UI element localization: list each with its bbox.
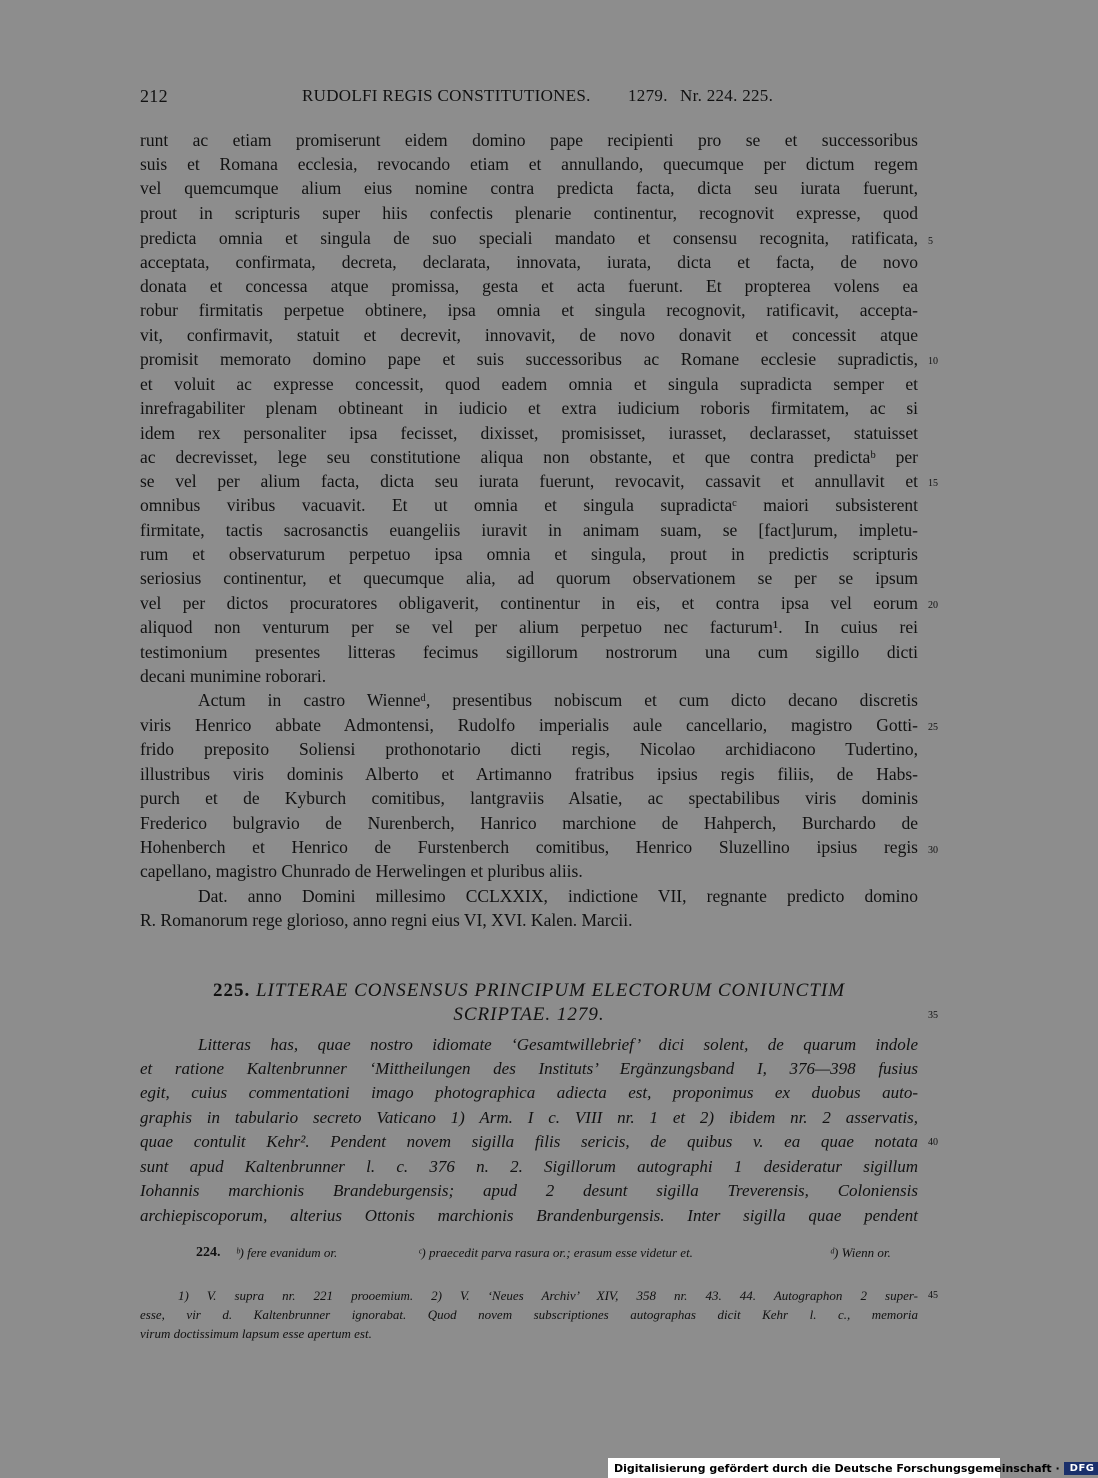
text-line: frido preposito Soliensi prothonotario dicti regis, Nicolao archidiacono Tudertino,	[140, 739, 918, 759]
text-line: acceptata, confirmata, decreta, declarata, innovata, iurata, dicta et facta, de novo	[140, 252, 918, 272]
text-line: testimonium presentes litteras fecimus sigillorum nostrorum una cum sigillo dicti	[140, 642, 918, 662]
intro-line: egit, cuius commentationi imago photographica adiecta est, proponimus ex duobus auto-	[140, 1083, 918, 1102]
text-line: purch et de Kyburch comitibus, lantgraviis Alsatie, ac spectabilibus viris dominis	[140, 788, 918, 808]
line-number: 20	[928, 600, 938, 611]
text-line: predicta omnia et singula de suo speciali mandato et consensu recognita, ratificata,	[140, 228, 918, 248]
text-line: runt ac etiam promiserunt eidem domino pape recipienti pro se et successoribus	[140, 130, 918, 150]
text-line: Frederico bulgravio de Nurenberch, Hanrico marchione de Hahperch, Burchardo de	[140, 813, 918, 833]
dfg-footer	[608, 1458, 1095, 1478]
text-line: aliquod non venturum per se vel per alium perpetuo nec facturum¹. In cuius rei	[140, 617, 918, 637]
text-line: rum et observaturum perpetuo ipsa omnia et singula, prout in predictis scripturis	[140, 544, 918, 564]
text-line: viris Henrico abbate Admontensi, Rudolfo imperialis aule cancellario, magistro Gotti-	[140, 715, 918, 735]
header-numbers: Nr. 224. 225.	[680, 86, 774, 105]
text-line: se vel per alium facta, dicta seu iurata fuerunt, revocavit, cassavit et annullavit et	[140, 471, 918, 491]
text-line: Hohenberch et Henrico de Furstenberch comitibus, Henrico Sluzellino ipsius regis	[140, 837, 918, 857]
footer-text: Digitalisierung gefördert durch die Deutsche Forschungsgemeinschaft ·	[614, 1461, 1060, 1475]
intro-line: Litteras has, quae nostro idiomate ‘Gesamtwillebrief’ dici solent, de quarum indole	[198, 1035, 918, 1054]
header-title: RUDOLFI REGIS CONSTITUTIONES.	[302, 86, 591, 105]
line-number: 25	[928, 722, 938, 733]
text-line: idem rex personaliter ipsa fecisset, dixisset, promisisset, iurasset, declarasset, statuisset	[140, 423, 918, 443]
line-number: 40	[928, 1137, 938, 1148]
footnote-line: virum doctissimum lapsum esse apertum est.	[140, 1326, 372, 1341]
text-line: decani muniminе roborari.	[140, 666, 327, 686]
line-number: 45	[928, 1290, 938, 1301]
text-line: vit, confirmavit, statuit et decrevit, innovavit, de novo donavit et concessit atque	[140, 325, 918, 345]
line-number: 5	[928, 236, 933, 247]
text-line: omnibus viribus vacuavit. Et ut omnia et singula supradictaᶜ maiori subsisterent	[140, 495, 918, 515]
line-number: 35	[928, 1010, 938, 1021]
dfg-logo-icon: DFG	[1064, 1462, 1098, 1475]
text-line: seriosius continentur, et quecumque alia, ad quorum observationem se per se ipsum	[140, 568, 918, 588]
text-line: robur firmitatis perpetue obtinere, ipsa omnia et singula recognovit, ratificavit, accepta-	[140, 300, 918, 320]
variant-c: ᶜ) praecedit parva rasura or.; erasum esse videtur et.	[418, 1245, 693, 1260]
line-number: 30	[928, 845, 938, 856]
text-line: suis et Romana ecclesia, revocando etiam et annullando, quecumque per dictum regem	[140, 154, 918, 174]
text-line: promisit memorato domino pape et suis successoribus ac Romane ecclesie supradictis,	[140, 349, 918, 369]
text-line: capellano, magistro Chunrado de Herwelingen et pluribus aliis.	[140, 861, 583, 881]
text-line: vel quemcumque alium eius nomine contra predicta facta, dicta seu iurata fuerunt,	[140, 178, 918, 198]
section-title-line1: LITTERAE CONSENSUS PRINCIPUM ELECTORUM CONIUNCTIM	[255, 980, 846, 1001]
text-line: Actum in castro Wienneᵈ, presentibus nobiscum et cum dicto decano discretis	[198, 690, 918, 710]
section-title-line2: SCRIPTAE. 1279.	[453, 1004, 605, 1025]
page-number: 212	[140, 86, 168, 106]
text-line: prout in scripturis super hiis confectis plenarie continentur, recognovit expresse, quod	[140, 203, 918, 223]
text-line: inrefragabiliter plenam obtineant in iudicio et extra iudicium roboris firmitatem, ac si	[140, 398, 918, 418]
intro-line: quae contulit Kehr². Pendent novem sigilla filis sericis, de quibus v. ea quae notata	[140, 1132, 918, 1151]
text-line: R. Romanorum rege glorioso, anno regni eius VI, XVI. Kalen. Marcii.	[140, 910, 633, 930]
section-number: 225.	[212, 980, 251, 1001]
footnote-line: esse, vir d. Kaltenbrunner ignorabat. Quod novem subscriptiones autographas dicit Kehr l. c., memoria	[140, 1307, 918, 1322]
intro-line: Iohannis marchionis Brandeburgensis; apud 2 desunt sigilla Treverensis, Coloniensis	[140, 1181, 918, 1200]
text-line: ac decrevisset, lege seu constitutione aliqua non obstante, et que contra predictaᵇ per	[140, 447, 918, 467]
header-year: 1279.	[628, 86, 668, 105]
footnote-line: 1) V. supra nr. 221 prooemium. 2) V. ‘Neues Archiv’ XIV, 358 nr. 43. 44. Autographon 2 super-	[178, 1288, 918, 1303]
variant-d: ᵈ) Wienn or.	[830, 1245, 891, 1260]
section-heading	[140, 980, 918, 1002]
intro-line: et ratione Kaltenbrunner ‘Mittheilungen des Instituts’ Ergänzungsband I, 376—398 fusius	[140, 1059, 918, 1078]
variant-ref: 224.	[196, 1245, 221, 1260]
line-number: 15	[928, 478, 938, 489]
text-line: Dat. anno Domini millesimo CCLXXIX, indictione VII, regnante predicto domino	[198, 886, 918, 906]
intro-line: graphis in tabulario secreto Vaticano 1) Arm. I c. VIII nr. 1 et 2) ibidem nr. 2 asservatis,	[140, 1108, 918, 1127]
intro-line: sunt apud Kaltenbrunner l. c. 376 n. 2. Sigillorum autographi 1 desideratur sigillum	[140, 1157, 918, 1176]
text-line: illustribus viris dominis Alberto et Artimanno fratribus ipsius regis filiis, de Habs-	[140, 764, 918, 784]
intro-line: archiepiscoporum, alterius Ottonis marchionis Brandenburgensis. Inter sigilla quae pendent	[140, 1206, 918, 1225]
line-number: 10	[928, 356, 938, 367]
text-line: vel per dictos procuratores obligaverit, continentur in eis, et contra ipsa vel eorum	[140, 593, 918, 613]
variant-b: ᵇ) fere evanidum or.	[236, 1245, 338, 1260]
text-line: firmitate, tactis sacrosanctis euangeliis iuravit in animam suam, se [fact]urum, impletu-	[140, 520, 918, 540]
text-line: donata et concessa atque promissa, gesta et acta fuerunt. Et propterea volens ea	[140, 276, 918, 296]
text-line: et voluit ac expresse concessit, quod eadem omnia et singula supradicta semper et	[140, 374, 918, 394]
